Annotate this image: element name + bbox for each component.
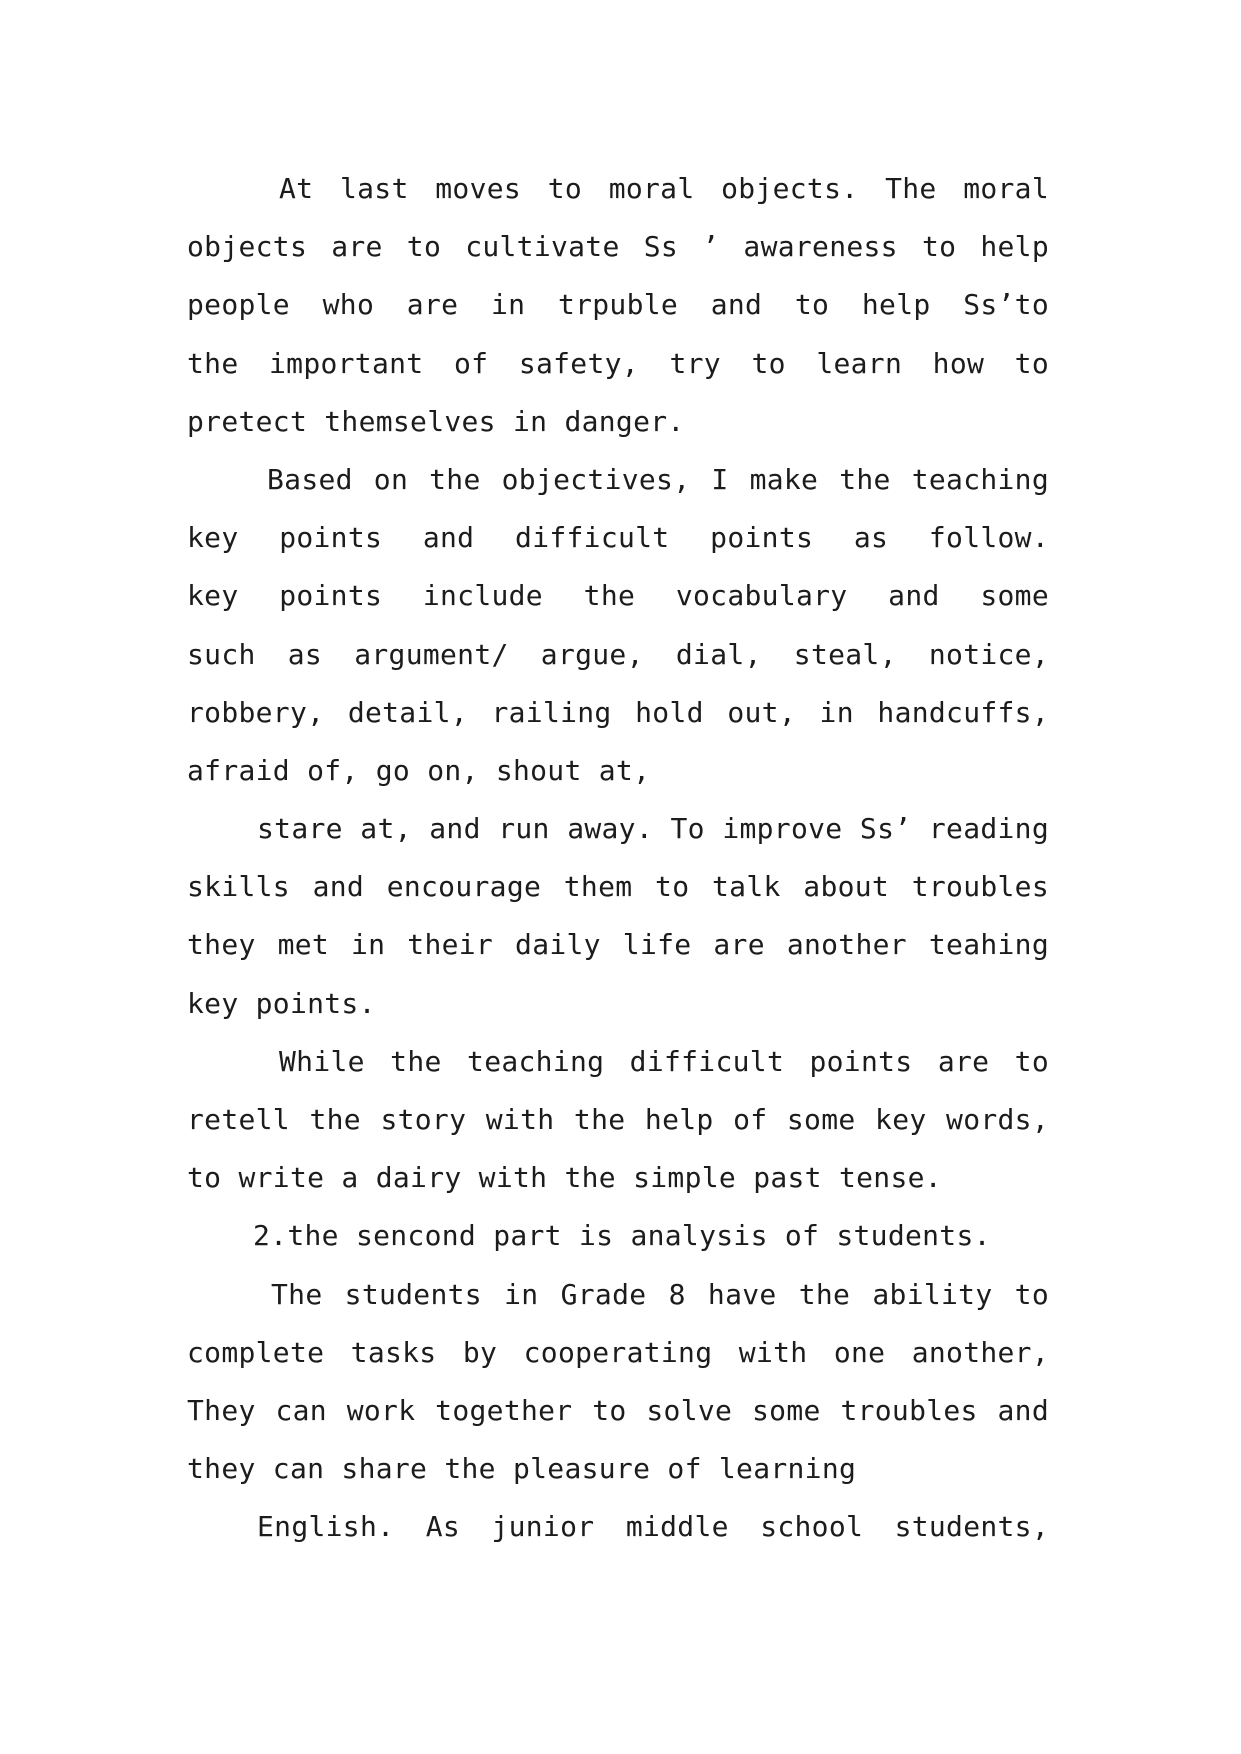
document-body (187, 160, 1049, 1557)
text-line: At last moves to moral objects. The moral (279, 172, 1049, 205)
text-line: complete tasks by cooperating with one another, (187, 1335, 1049, 1369)
text-line: the important of safety, try to learn how to (187, 346, 1049, 380)
text-line: key points and difficult points as follow. (187, 521, 1049, 555)
text-line: English. As junior middle school students, (257, 1510, 1049, 1544)
text-line: people who are in trpuble and to help Ss’to (187, 288, 1049, 322)
text-line: afraid of, go on, shout at, (187, 753, 651, 787)
text-line: While the teaching difficult points are to (279, 1044, 1049, 1078)
text-line: 2.the sencond part is analysis of students. (253, 1219, 991, 1253)
text-line: key points include the vocabulary and some (187, 579, 1049, 613)
text-line: robbery, detail, railing hold out, in handcuffs, (187, 695, 1049, 729)
text-line: skills and encourage them to talk about troubles (187, 870, 1049, 904)
text-line: They can work together to solve some troubles and (187, 1393, 1049, 1427)
text-line: such as argument/ argue, dial, steal, notice, (187, 637, 1049, 671)
text-line: key points. (187, 986, 376, 1020)
text-line: stare at, and run away. To improve Ss’ reading (257, 812, 1049, 846)
text-line: objects are to cultivate Ss ’ awareness to help (187, 230, 1049, 264)
text-line: to write a dairy with the simple past tense. (187, 1161, 942, 1195)
text-line: Based on the objectives, I make the teaching (267, 462, 1049, 496)
text-line: they can share the pleasure of learning (187, 1452, 857, 1486)
text-line: The students in Grade 8 have the ability to (271, 1277, 1049, 1311)
text-line: retell the story with the help of some key words, (187, 1103, 1049, 1136)
text-line: they met in their daily life are another teahing (187, 928, 1049, 962)
text-line: pretect themselves in danger. (187, 404, 685, 438)
